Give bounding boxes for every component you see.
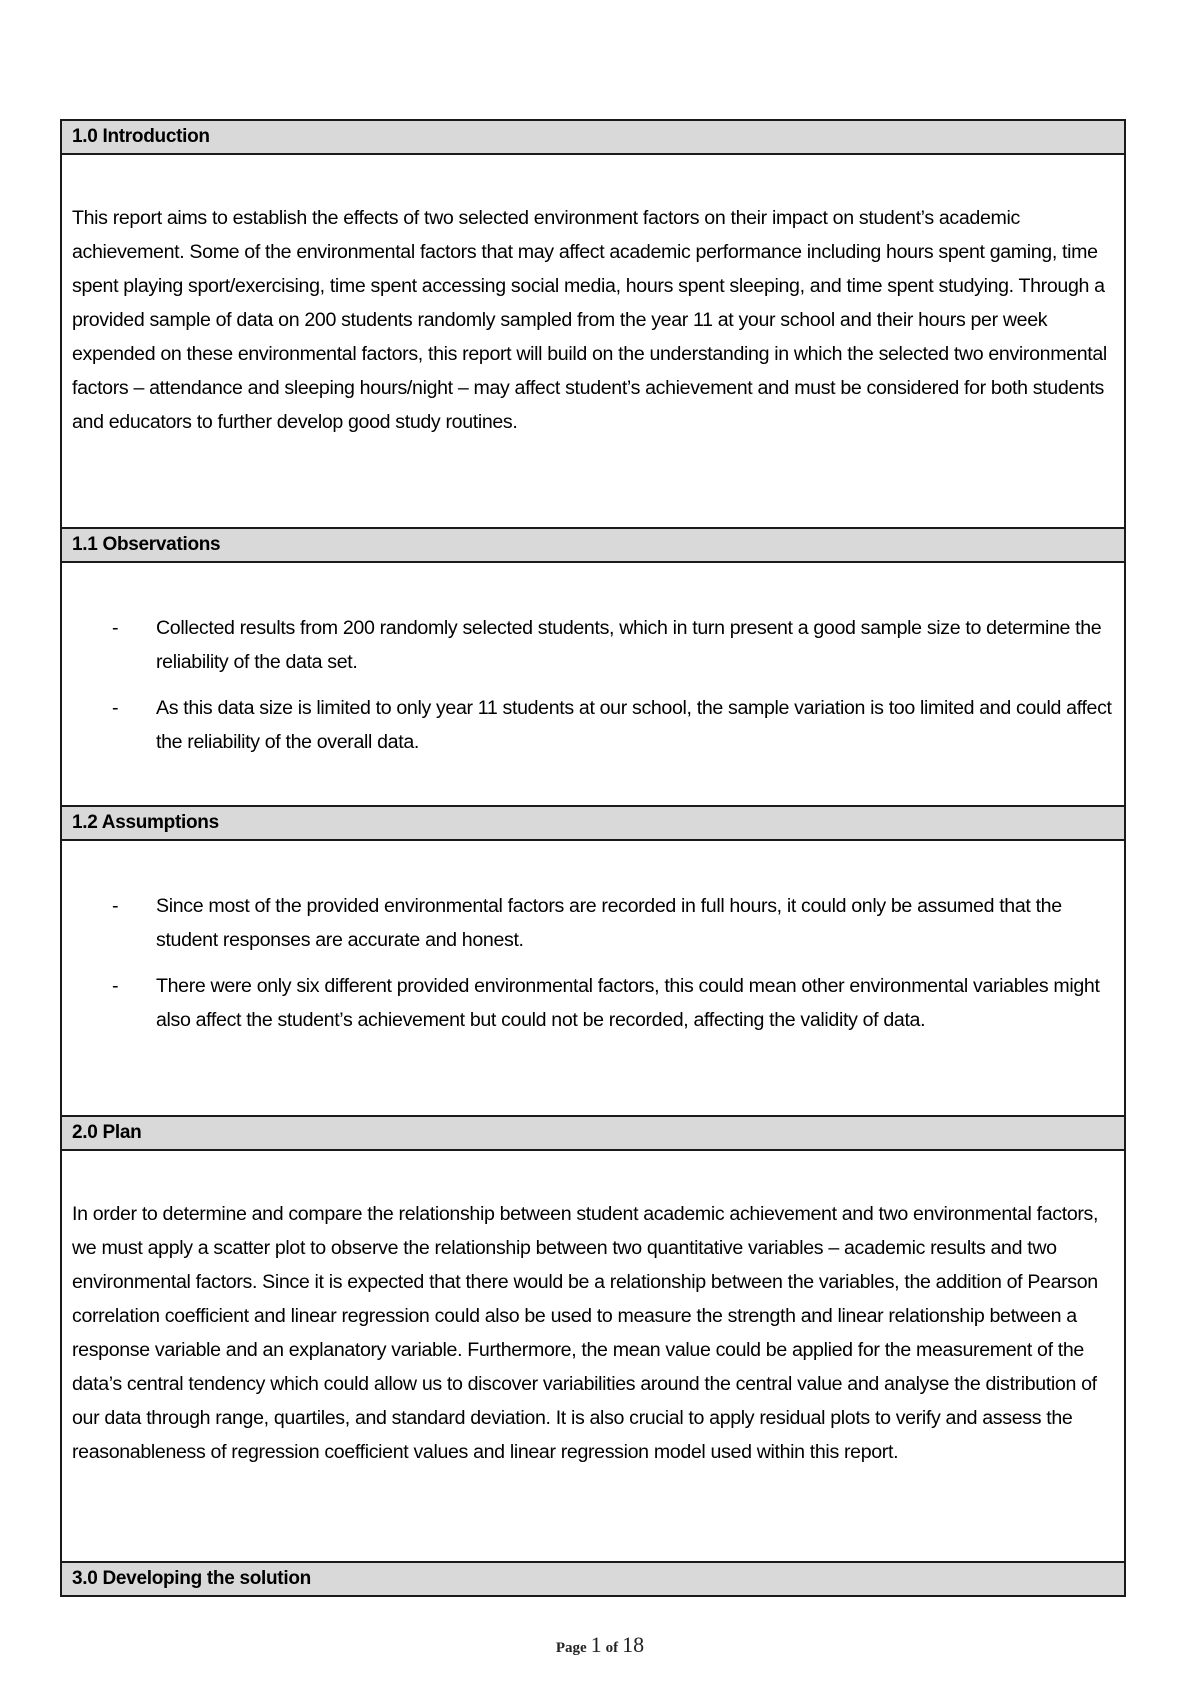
list-item (72, 969, 1112, 1037)
section-body-plan (62, 1151, 1124, 1563)
page-label: Page (555, 1640, 587, 1656)
plan-paragraph: In order to determine and compare the relationship between student academic achievement and two environmental factors, we must apply a scatter plot to observe the relationship between two quantitative variables – academic results and two environmental factors. Since it is expected that there would be a relationship between the variables, the addition of Pearson correlation coefficient and linear regression could also be used to measure the strength and linear relationship between a response variable and an explanatory variable. Furthermore, the mean value could be applied for the measurement of the data’s central tendency which could allow us to discover variabilities around the central value and analyse the distribution of our data through range, quartiles, and standard deviation. It is also crucial to apply residual plots to verify and assess the reasonableness of regression coefficient values and linear regression model used within this report. (72, 1203, 1099, 1463)
section-heading-text: 1.1 Observations (72, 534, 221, 555)
assumptions-list (72, 889, 1112, 1037)
section-heading-text: 1.0 Introduction (72, 126, 210, 147)
section-heading-text: 2.0 Plan (72, 1122, 142, 1143)
section-heading-plan (62, 1117, 1124, 1151)
section-heading-observations (62, 529, 1124, 563)
section-heading-text: 1.2 Assumptions (72, 812, 219, 833)
section-body-introduction (62, 155, 1124, 529)
dash-bullet-icon: - (112, 975, 119, 997)
list-item (72, 889, 1112, 957)
section-heading-text: 3.0 Developing the solution (72, 1568, 311, 1589)
observations-list (72, 611, 1112, 759)
list-item-text: As this data size is limited to only year 11 students at our school, the sample variation is too limited and could affect the reliability of the overall data. (156, 697, 1112, 753)
list-item-text: Since most of the provided environmental factors are recorded in full hours, it could only be assumed that the student responses are accurate and honest. (156, 895, 1062, 951)
list-item (72, 691, 1112, 759)
current-page-number: 1 (590, 1632, 602, 1657)
page-footer (0, 1632, 1200, 1658)
list-item (72, 611, 1112, 679)
dash-bullet-icon: - (112, 617, 119, 639)
section-heading-developing-solution (62, 1563, 1124, 1597)
introduction-paragraph: This report aims to establish the effects of two selected environment factors on their impact on student’s academic achievement. Some of the environmental factors that may affect academic performance including hours spent gaming, time spent playing sport/exercising, time spent accessing social media, hours spent sleeping, and time spent studying. Through a provided sample of data on 200 students randomly sampled from the year 11 at your school and their hours per week expended on these environmental factors, this report will build on the understanding in which the selected two environmental factors – attendance and sleeping hours/night – may affect student’s achievement and must be considered for both students and educators to further develop good study routines. (72, 207, 1107, 433)
of-label: of (605, 1640, 619, 1656)
section-heading-introduction (62, 121, 1124, 155)
section-body-observations (62, 563, 1124, 807)
dash-bullet-icon: - (112, 895, 119, 917)
dash-bullet-icon: - (112, 697, 119, 719)
total-pages-number: 18 (622, 1632, 645, 1657)
list-item-text: Collected results from 200 randomly selected students, which in turn present a good sample size to determine the reliability of the data set. (156, 617, 1102, 673)
list-item-text: There were only six different provided environmental factors, this could mean other environmental variables might also affect the student’s achievement but could not be recorded, affecting the validity of data. (156, 975, 1100, 1031)
section-heading-assumptions (62, 807, 1124, 841)
section-body-assumptions (62, 841, 1124, 1117)
report-table (60, 119, 1126, 1597)
